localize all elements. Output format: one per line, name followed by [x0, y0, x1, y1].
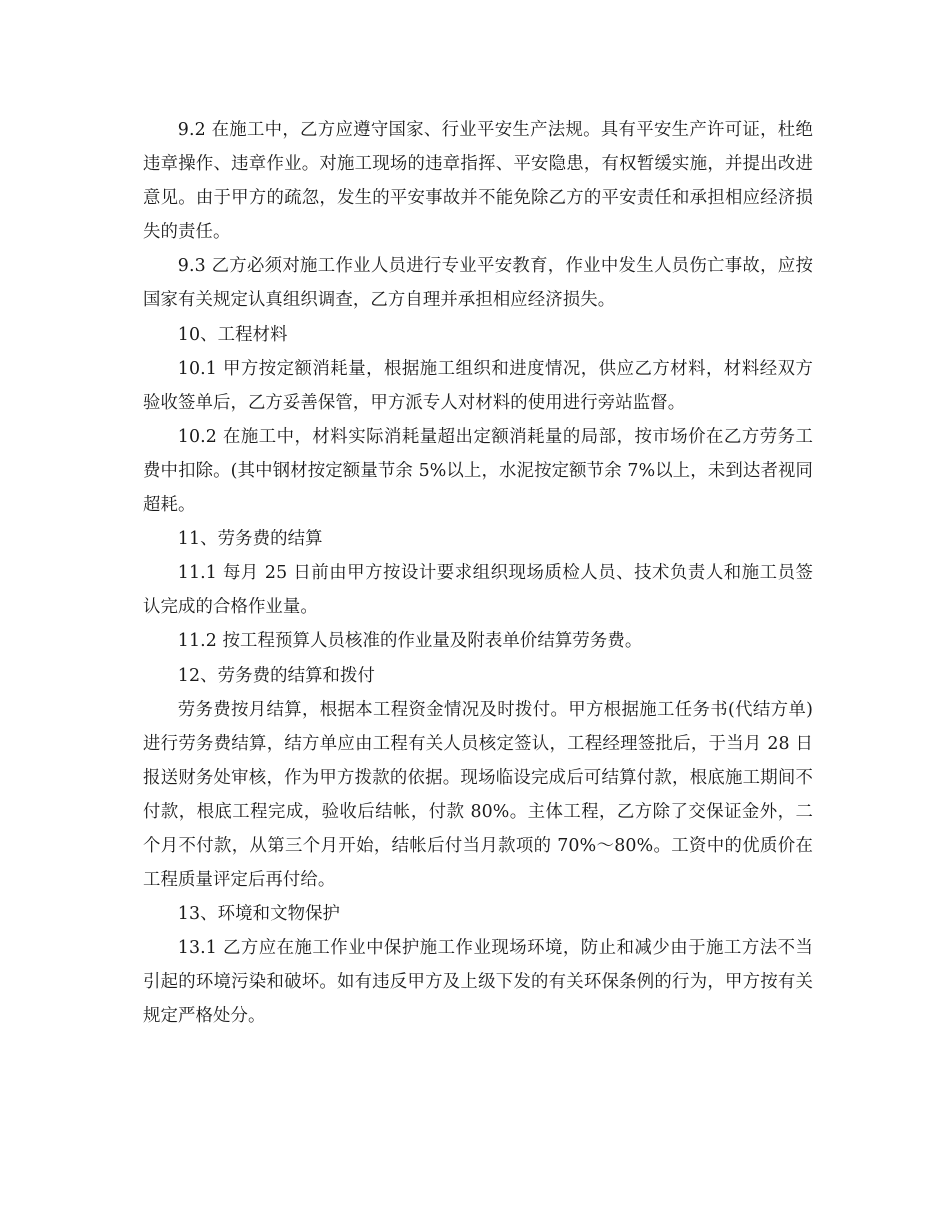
- paragraph-11-1: 11.1 每月 25 日前由甲方按设计要求组织现场质检人员、技术负责人和施工员签认完成的合格作业量。: [143, 563, 813, 618]
- paragraph-9-3: 9.3 乙方必须对施工作业人员进行专业平安教育，作业中发生人员伤亡事故，应按国家有关规定认真组织调查，乙方自理并承担相应经济损失。: [143, 256, 813, 311]
- section-heading-10: 10、工程材料: [177, 324, 288, 345]
- paragraph-10-1: 10.1 甲方按定额消耗量，根据施工组织和进度情况，供应乙方材料，材料经双方验收签单后，乙方妥善保管，甲方派专人对材料的使用进行旁站监督。: [143, 358, 813, 413]
- section-heading-13: 13、环境和文物保护: [177, 904, 341, 925]
- section-heading-12: 12、劳务费的结算和拨付: [177, 665, 376, 686]
- paragraph-10-2: 10.2 在施工中，材料实际消耗量超出定额消耗量的局部，按市场价在乙方劳务工费中扣除。(其中钢材按定额量节余 5%以上，水泥按定额节余 7%以上，未到达者视同超耗。: [143, 426, 813, 516]
- paragraph-11-2: 11.2 按工程预算人员核准的作业量及附表单价结算劳务费。: [177, 631, 643, 652]
- document-body: [143, 113, 813, 1034]
- section-heading-11: 11、劳务费的结算: [177, 529, 323, 550]
- paragraph-9-2: 9.2 在施工中，乙方应遵守国家、行业平安生产法规。具有平安生产许可证，杜绝违章操作、违章作业。对施工现场的违章指挥、平安隐患，有权暂缓实施，并提出改进意见。由于甲方的疏忽，发生的平安事故并不能免除乙方的平安责任和承担相应经济损失的责任。: [143, 120, 813, 243]
- paragraph-13-1: 13.1 乙方应在施工作业中保护施工作业现场环境，防止和减少由于施工方法不当引起的环境污染和破坏。如有违反甲方及上级下发的有关环保条例的行为，甲方按有关规定严格处分。: [143, 938, 813, 1027]
- paragraph-12-body: 劳务费按月结算，根据本工程资金情况及时拨付。甲方根据施工任务书(代结方单)进行劳务费结算，结方单应由工程有关人员核定签认，工程经理签批后，于当月 28 日报送财务处审核，作为甲方拨款的依据。现场临设完成后可结算付款，根底施工期间不付款，根底工程完成，验收后结帐，付款 80%。主体工程，乙方除了交保证金外，二个月不付款，从第三个月开始，结帐后付当月款项的 70%～80%。工资中的优质价在工程质量评定后再付给。: [143, 699, 813, 891]
